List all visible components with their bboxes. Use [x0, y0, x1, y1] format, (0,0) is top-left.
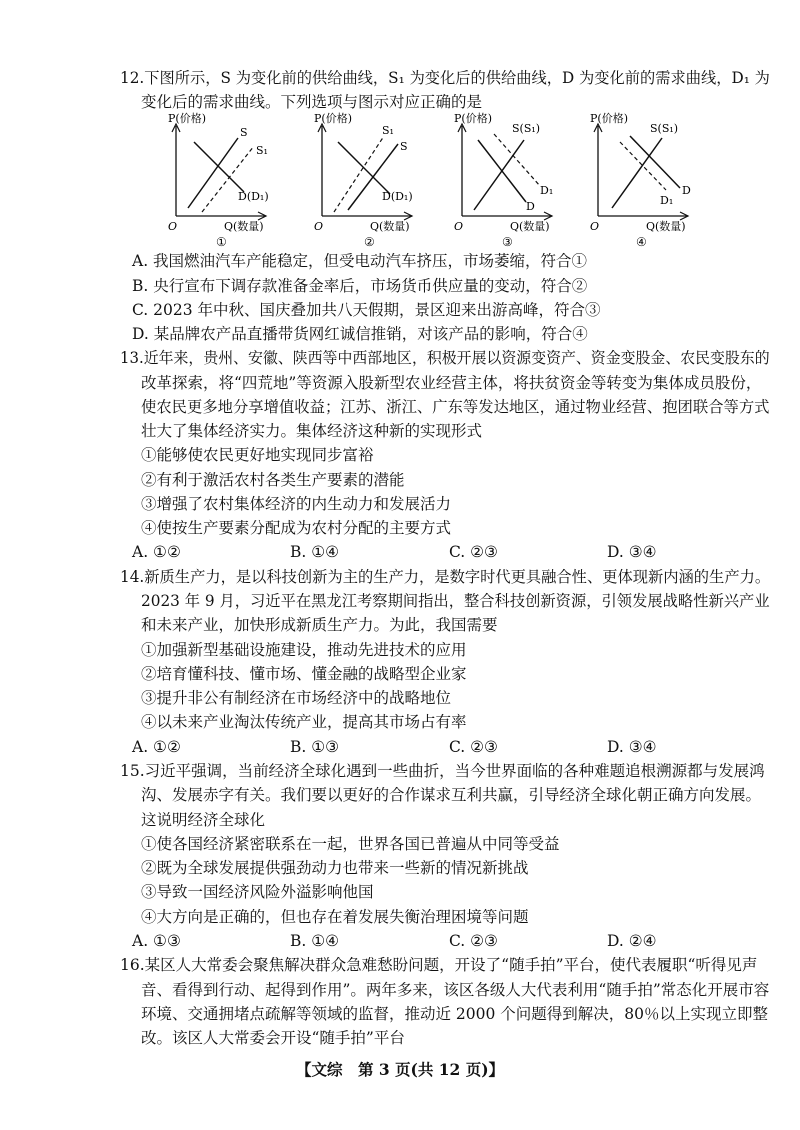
- graph-4-d-curve: [630, 136, 680, 188]
- graph-4-d1-label: D₁: [660, 194, 674, 207]
- q13-stem-line-1: 13.近年来，贵州、安徽、陕西等中西部地区，积极开展以资源变资产、资金变股金、农民变股东的: [120, 349, 770, 367]
- q14-choice-b: B. ①③: [290, 738, 340, 756]
- graph-2-origin: O: [314, 220, 324, 233]
- graph-3-d1-label: D₁: [540, 184, 554, 197]
- q12-option-d: D. 某品牌农产品直播带货网红诚信推销，对该产品的影响，符合④: [132, 325, 588, 343]
- q13-stem-line-3: 使农民更多地分享增值收益；江苏、浙江、广东等发达地区，通过物业经营、抱团联合等方式: [141, 398, 770, 416]
- graph-3-d-curve: [478, 140, 526, 202]
- graph-1-d-curve: [194, 142, 244, 192]
- graph-1-s1-label: S₁: [256, 144, 268, 157]
- graph-3-origin: O: [454, 220, 464, 233]
- q14-item-1: ①加强新型基础设施建设，推动先进技术的应用: [141, 641, 467, 659]
- q15-choice-d: D. ②④: [607, 932, 657, 950]
- q16-stem-line-3: 环境、交通拥堵点疏解等领域的监督，推动近 2000 个问题得到解决，80％以上实现立即整: [141, 1005, 769, 1023]
- graph-3-number: ③: [502, 235, 513, 248]
- q13-stem-line-2: 改革探索，将“四荒地”等资源入股新型农业经营主体，将扶贫资金等转变为集体成员股份，: [141, 374, 762, 392]
- q15-stem-line-3: 这说明经济全球化: [141, 811, 266, 829]
- q15-item-3: ③导致一国经济风险外溢影响他国: [141, 883, 374, 901]
- q15-choice-c: C. ②③: [449, 932, 498, 950]
- q12-option-a: A. 我国燃油汽车产能稳定，但受电动汽车挤压，市场萎缩，符合①: [132, 252, 588, 270]
- q14-item-4: ④以未来产业淘汰传统产业，提高其市场占有率: [141, 713, 467, 731]
- q15-choice-a: A. ①③: [132, 932, 181, 950]
- q12-graphs: [140, 108, 760, 248]
- q14-stem-line-2: 2023 年 9 月，习近平在黑龙江考察期间指出，整合科技创新资源，引领发展战略性新兴产业: [141, 592, 770, 610]
- q16-stem-line-4: 改。该区人大常委会开设“随手拍”平台: [141, 1029, 405, 1047]
- q13-stem-line-4: 壮大了集体经济实力。集体经济这种新的实现形式: [141, 422, 483, 440]
- q15-stem-line-1: 15.习近平强调，当前经济全球化遇到一些曲折，当今世界面临的各种难题追根溯源都与发展鸿: [120, 762, 765, 780]
- graph-1-y-label: P(价格): [168, 112, 206, 125]
- graph-4-number: ④: [636, 235, 647, 248]
- q15-item-2: ②既为全球发展提供强劲动力也带来一些新的情况新挑战: [141, 859, 529, 877]
- q16-stem-line-2: 音、看得到行动、起得到作用”。两年多来，该区各级人大代表利用“随手拍”常态化开展市容: [141, 981, 770, 999]
- q14-item-2: ②培育懂科技、懂市场、懂金融的战略型企业家: [141, 665, 467, 683]
- q12-option-b: B. 央行宣布下调存款准备金率后，市场货币供应量的变动，符合②: [132, 277, 588, 295]
- q14-item-3: ③提升非公有制经济在市场经济中的战略地位: [141, 689, 452, 707]
- graph-3-y-label: P(价格): [454, 112, 492, 125]
- graph-2-number: ②: [364, 235, 375, 248]
- graph-3-s-curve: [474, 140, 524, 210]
- graph-2-d-curve: [338, 142, 390, 194]
- q13-choice-c: C. ②③: [449, 543, 498, 561]
- q13-choice-d: D. ③④: [607, 543, 657, 561]
- q16-stem-line-1: 16.某区人大常委会聚焦解决群众急难愁盼问题，开设了“随手拍”平台，使代表履职“听得见声: [120, 956, 758, 974]
- graph-2-y-label: P(价格): [314, 112, 352, 125]
- graph-4-x-label: Q(数量): [646, 220, 686, 233]
- graph-3-d-label: D: [526, 200, 535, 213]
- q15-item-1: ①使各国经济紧密联系在一起，世界各国已普遍从中同等受益: [141, 835, 560, 853]
- graph-4-s-label: S(S₁): [650, 122, 679, 135]
- q12-option-c: C. 2023 年中秋、国庆叠加共八天假期，景区迎来出游高峰，符合③: [132, 301, 601, 319]
- q13-item-4: ④使按生产要素分配成为农村分配的主要方式: [141, 519, 452, 537]
- graph-4: [590, 108, 730, 248]
- graph-1: [140, 108, 280, 248]
- q12-stem-line-2: 变化后的需求曲线。下列选项与图示对应正确的是: [141, 93, 483, 111]
- graph-2-s-label: S: [400, 140, 408, 153]
- q14-choice-a: A. ①②: [132, 738, 181, 756]
- graph-4-d-label: D: [682, 184, 691, 197]
- q14-choice-d: D. ③④: [607, 738, 657, 756]
- q15-item-4: ④大方向是正确的，但也存在着发展失衡治理困境等问题: [141, 908, 529, 926]
- q14-stem-line-3: 和未来产业，加快形成新质生产力。为此，我国需要: [141, 616, 498, 634]
- q13-item-3: ③增强了农村集体经济的内生动力和发展活力: [141, 495, 452, 513]
- graph-2: [290, 108, 430, 248]
- graph-4-y-label: P(价格): [590, 112, 628, 125]
- graph-4-s-curve: [612, 138, 662, 208]
- graph-1-number: ①: [216, 235, 227, 248]
- q13-choice-a: A. ①②: [132, 543, 181, 561]
- graph-1-d-label: D(D₁): [238, 190, 269, 203]
- graph-3-x-label: Q(数量): [510, 220, 550, 233]
- q13-choice-b: B. ①④: [290, 543, 340, 561]
- graph-4-origin: O: [590, 220, 600, 233]
- q13-item-2: ②有利于激活农村各类生产要素的潜能: [141, 471, 405, 489]
- q14-choice-c: C. ②③: [449, 738, 498, 756]
- graph-2-x-label: Q(数量): [370, 220, 410, 233]
- q15-choice-b: B. ①④: [290, 932, 340, 950]
- q13-item-1: ①能够使农民更好地实现同步富裕: [141, 446, 374, 464]
- graph-2-s1-curve: [334, 136, 384, 212]
- graph-2-s1-label: S₁: [382, 124, 394, 137]
- q14-stem-line-1: 14.新质生产力，是以科技创新为主的生产力，是数字时代更具融合性、更体现新内涵的生产力。: [120, 568, 771, 586]
- graph-3: [440, 108, 580, 248]
- graph-1-s-curve: [188, 138, 238, 208]
- graph-1-origin: O: [168, 220, 178, 233]
- graph-1-s-label: S: [240, 126, 248, 139]
- graph-3-s-label: S(S₁): [512, 122, 541, 135]
- q12-stem-line-1: 12.下图所示，S 为变化前的供给曲线，S₁ 为变化后的供给曲线，D 为变化前的需求曲线，D₁ 为: [120, 69, 770, 87]
- page-footer: 【文综 第 3 页(共 12 页)】: [295, 1060, 505, 1079]
- graph-1-x-label: Q(数量): [224, 220, 264, 233]
- graph-2-d-label: D(D₁): [382, 190, 413, 203]
- q15-stem-line-2: 沟、发展赤字有关。我们要以更好的合作谋求互利共赢，引导经济全球化朝正确方向发展。: [141, 786, 762, 804]
- graph-3-d1-curve: [494, 134, 540, 186]
